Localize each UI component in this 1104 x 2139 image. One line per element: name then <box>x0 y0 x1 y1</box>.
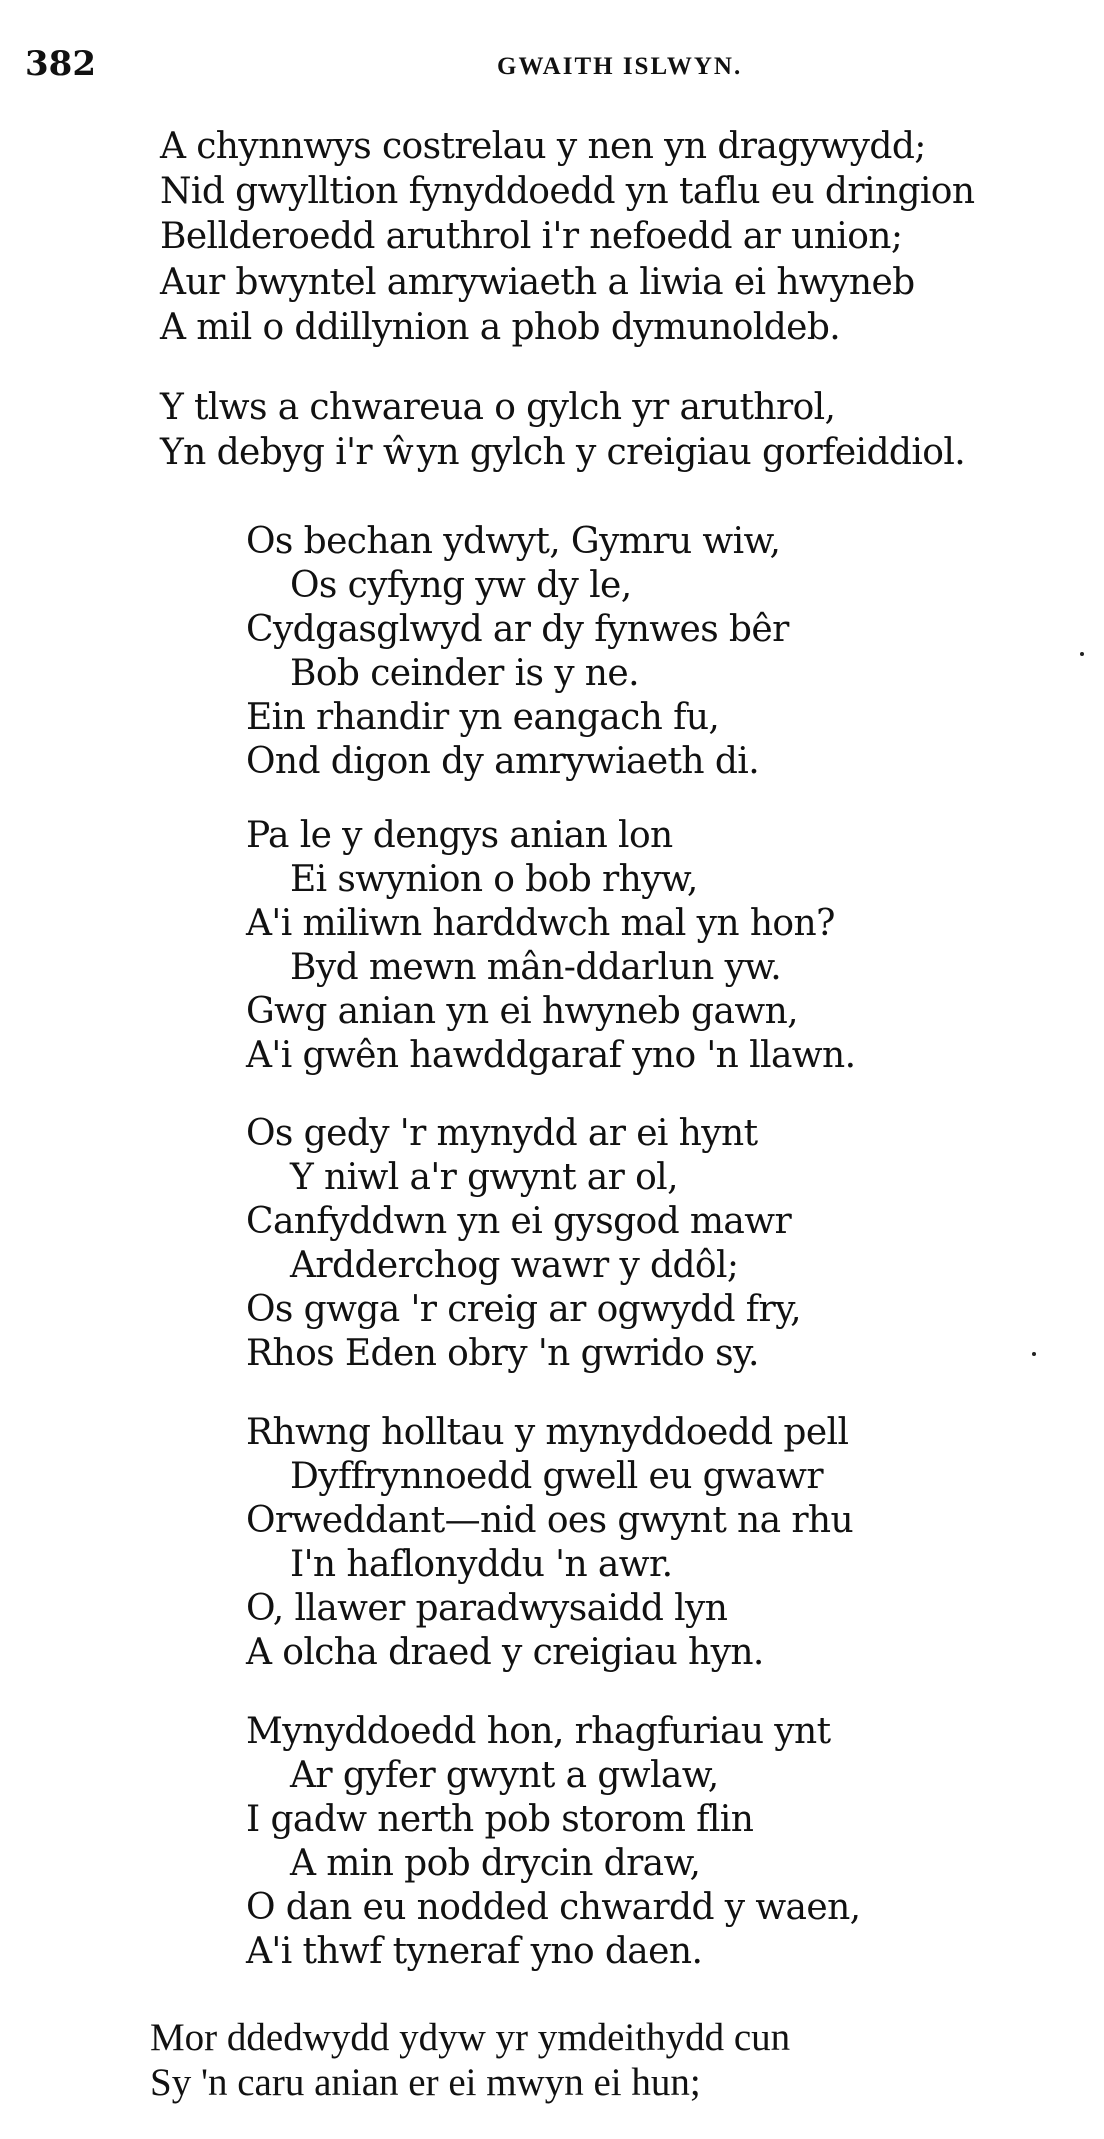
verse-line: Ar gyfer gwynt a gwlaw, <box>290 1755 719 1796</box>
verse-line: Sy 'n caru anian er ei mwyn ei hun; <box>150 2061 701 2104</box>
verse-line: Os bechan ydwyt, Gymru wiw, <box>246 521 781 562</box>
page-header <box>0 44 1104 94</box>
verse-line: Ardderchog wawr y ddôl; <box>290 1245 739 1286</box>
verse-line: Mynyddoedd hon, rhagfuriau ynt <box>246 1711 831 1752</box>
print-speck <box>1032 1352 1036 1356</box>
verse-line: Y tlws a chwareua o gylch yr aruthrol, <box>160 387 836 428</box>
verse-line: A'i thwf tyneraf yno daen. <box>246 1931 703 1972</box>
print-speck <box>1080 652 1084 656</box>
verse-line: Y niwl a'r gwynt ar ol, <box>290 1157 678 1198</box>
verse-line: Bellderoedd aruthrol i'r nefoedd ar union; <box>160 216 903 257</box>
verse-line: O, llawer paradwysaidd lyn <box>246 1588 728 1629</box>
verse-line: Os gedy 'r mynydd ar ei hynt <box>246 1113 758 1154</box>
verse-line: Gwg anian yn ei hwyneb gawn, <box>246 991 799 1032</box>
verse-line: Ei swynion o bob rhyw, <box>290 859 698 900</box>
verse-line: Rhos Eden obry 'n gwrido sy. <box>246 1333 759 1374</box>
verse-line: I gadw nerth pob storom flin <box>246 1799 754 1840</box>
verse-line: Os cyfyng yw dy le, <box>290 565 632 606</box>
verse-line: Os gwga 'r creig ar ogwydd fry, <box>246 1289 801 1330</box>
verse-line: Cydgasglwyd ar dy fynwes bêr <box>246 609 789 650</box>
verse-line: Pa le y dengys anian lon <box>246 815 673 856</box>
verse-line: Yn debyg i'r ŵyn gylch y creigiau gorfeiddiol. <box>160 432 966 473</box>
verse-line: Aur bwyntel amrywiaeth a liwia ei hwyneb <box>160 262 915 303</box>
verse-line: Nid gwylltion fynyddoedd yn taflu eu dringion <box>160 171 975 212</box>
verse-line: A olcha draed y creigiau hyn. <box>246 1632 764 1673</box>
verse-line: I'n haflonyddu 'n awr. <box>290 1544 673 1585</box>
verse-line: Bob ceinder is y ne. <box>290 653 639 694</box>
verse-line: Ond digon dy amrywiaeth di. <box>246 741 760 782</box>
verse-line: A mil o ddillynion a phob dymunoldeb. <box>160 307 841 348</box>
page-number: 382 <box>25 44 96 84</box>
verse-line: Dyffrynnoedd gwell eu gwawr <box>290 1456 823 1497</box>
verse-line: A min pob drycin draw, <box>290 1843 701 1884</box>
verse-line: Mor ddedwydd ydyw yr ymdeithydd cun <box>150 2016 791 2059</box>
verse-line: Canfyddwn yn ei gysgod mawr <box>246 1201 792 1242</box>
verse-line: Orweddant—nid oes gwynt na rhu <box>246 1500 854 1541</box>
verse-line: O dan eu nodded chwardd y waen, <box>246 1887 861 1928</box>
verse-line: Rhwng holltau y mynyddoedd pell <box>246 1412 849 1453</box>
verse-line: Ein rhandir yn eangach fu, <box>246 697 720 738</box>
verse-line: A'i miliwn harddwch mal yn hon? <box>246 903 835 944</box>
verse-line: A chynnwys costrelau y nen yn dragywydd; <box>160 126 926 167</box>
verse-line: A'i gwên hawddgaraf yno 'n llawn. <box>246 1035 856 1076</box>
verse-line: Byd mewn mân-ddarlun yw. <box>290 947 782 988</box>
running-head: GWAITH ISLWYN. <box>497 53 743 80</box>
